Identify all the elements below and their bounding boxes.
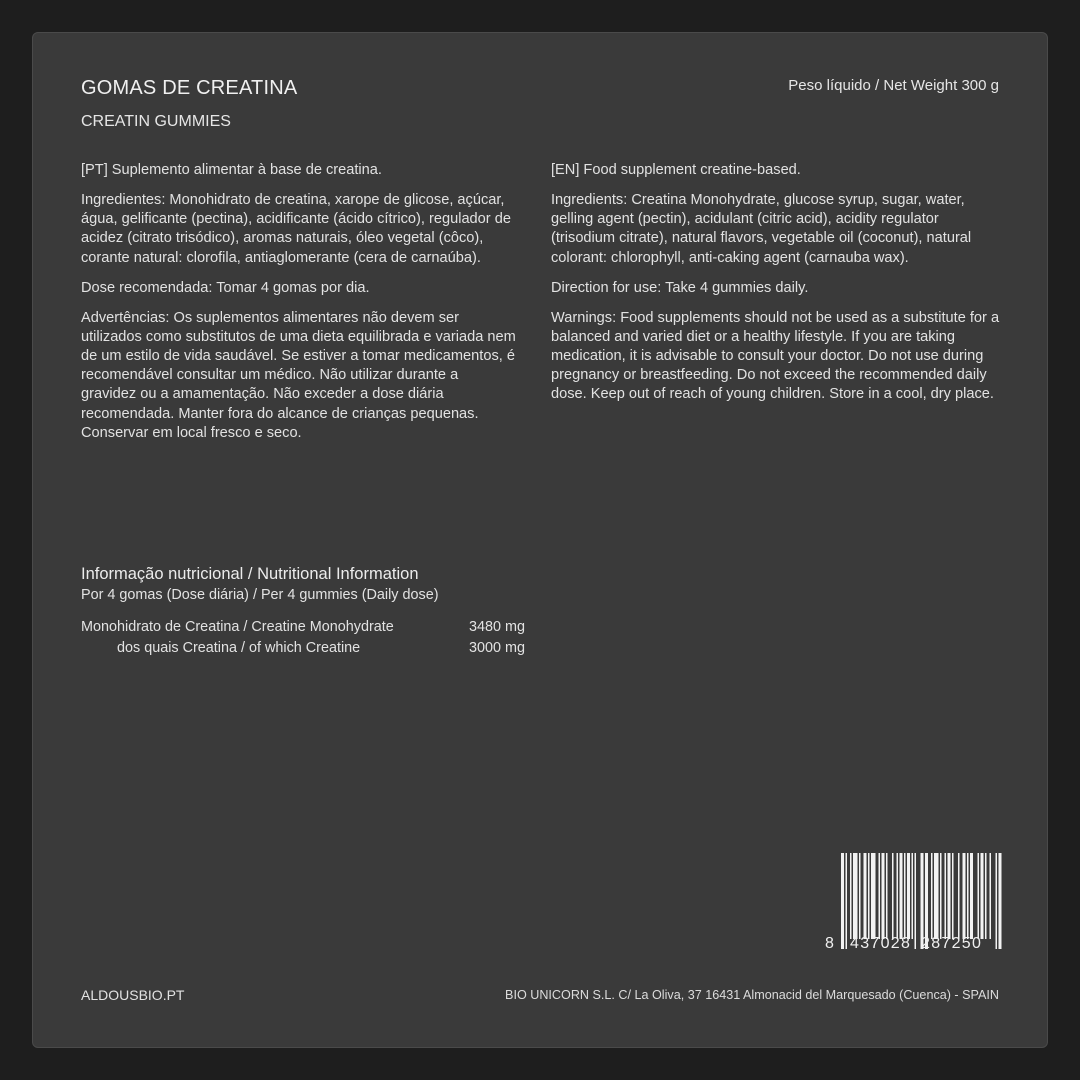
barcode-bar [931,853,933,939]
barcode-bar [850,853,852,939]
company-address: BIO UNICORN S.L. C/ La Oliva, 37 16431 Almonacid del Marquesado (Cuenca) - SPAIN [505,988,999,1002]
label-panel [32,32,1048,1048]
nutrition-row-label: dos quais Creatina / of which Creatine [117,640,361,656]
barcode-bar [882,853,885,939]
barcode-bar [945,853,947,939]
barcode-bar [897,853,899,939]
barcode-bar [999,853,1002,949]
barcode-digit-group: 8 [825,935,836,952]
barcode-bar [871,853,876,939]
barcode-bar [868,853,870,939]
barcode-bar [853,853,858,939]
barcode-bar [985,853,987,939]
barcode-bar [915,853,917,949]
product-title: GOMAS DE CREATINA [81,77,298,99]
pt-intro: [PT] Suplemento alimentar à base de creatina. [81,162,382,178]
nutrition-title: Informação nutricional / Nutritional Information [81,565,419,583]
website-link[interactable]: ALDOUSBIO.PT [81,987,185,1003]
nutrition-row [81,638,541,659]
en-intro: [EN] Food supplement creatine-based. [551,162,801,178]
nutrition-row-value: 3480 mg [469,619,526,635]
barcode-bar [900,853,903,939]
pt-warnings: Advertências: Os suplementos alimentares não devem ser utilizados como substitutos de uma dieta equilibrada e variada nem de um estilo de vida saudável. Se estiver a tomar medicamentos, é recomendável consultar um médico. Não utilizar durante a gravidez ou a amamentação. Não exceder a dose diária recomendada. Manter fora do alcance de crianças pequenas. Conservar em local fresco e seco. [81,309,516,441]
nutrition-row-label: Monohidrato de Creatina / Creatine Monohydrate [81,619,394,635]
barcode-digit-group: 437028 [850,935,912,952]
en-warnings: Warnings: Food supplements should not be used as a substitute for a balanced and varied diet or a healthy lifestyle. If you are taking medication, it is advisable to consult your doctor. Do not use during pregnancy or breastfeeding. Do not exceed the recommended daily dose. Keep out of reach of young children. Store in a cool, dry place. [551,309,1000,403]
barcode-bar [907,853,910,939]
net-weight: Peso líquido / Net Weight 300 g [788,77,999,94]
barcode-bar [934,853,939,939]
barcode-bar [970,853,973,939]
portuguese-section [81,161,517,454]
barcode-bar [864,853,867,939]
barcode-digit-group: 287250 [921,935,983,952]
barcode-bar [967,853,969,939]
barcode-bar [912,853,914,939]
product-subtitle: CREATIN GUMMIES [81,113,231,130]
barcode-bar [879,853,881,939]
barcode-bar [859,853,861,939]
nutrition-info [81,565,541,659]
barcode-bar [990,853,992,939]
barcode-bar [958,853,960,939]
nutrition-row-value: 3000 mg [469,640,526,656]
en-ingredients: Ingredients: Creatina Monohydrate, glucose syrup, sugar, water, gelling agent (pectin), acidulant (citric acid), acidity regulator (trisodium citrate), natural flavors, vegetable oil (coconut), natural colorant: chlorophyll, anti-caking agent (carnauba wax). [551,192,972,266]
barcode-bar [886,853,888,939]
nutrition-serving: Por 4 gomas (Dose diária) / Per 4 gummies (Daily dose) [81,587,439,603]
barcode-bar [948,853,951,939]
barcode-bar [996,853,998,949]
barcode-bar [841,853,844,949]
nutrition-row [81,617,541,638]
pt-ingredients: Ingredientes: Monohidrato de creatina, xarope de glicose, açúcar, água, gelificante (pectina), acidificante (ácido cítrico), regulador de acidez (citrato trisódico), aromas naturais, óleo vegetal (côco), corante natural: clorofila, antiaglomerante (cera de carnaúba). [81,192,511,266]
barcode-bar [846,853,848,949]
barcode-bar [963,853,966,939]
barcode-bar [940,853,942,939]
barcode-bar [981,853,984,939]
barcode-bar [904,853,906,939]
en-direction: Direction for use: Take 4 gummies daily. [551,279,809,296]
english-section [551,161,1001,415]
barcode-bar [952,853,954,939]
pt-dose: Dose recomendada: Tomar 4 gomas por dia. [81,279,370,296]
barcode-bar [978,853,980,939]
barcode-bar [892,853,894,939]
